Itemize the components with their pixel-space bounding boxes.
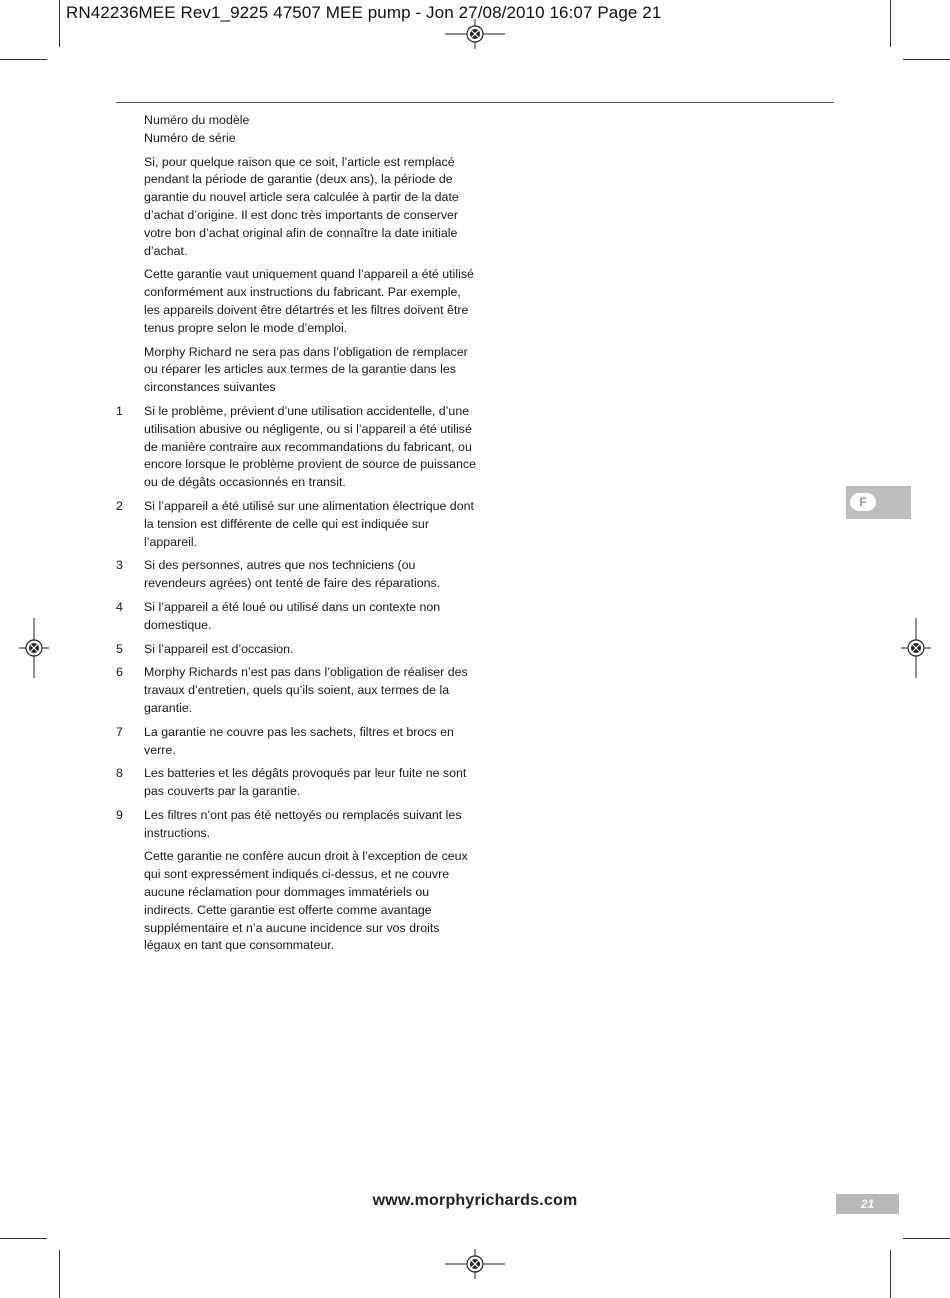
- list-item: [116, 599, 476, 635]
- crop-mark: [0, 59, 47, 60]
- list-item-number: 9: [116, 807, 123, 822]
- crop-mark: [890, 1250, 891, 1298]
- list-item: [116, 641, 476, 659]
- list-item-number: 4: [116, 599, 123, 614]
- list-item-text: Si l’appareil a été loué ou utilisé dans un contexte non domestique.: [144, 599, 441, 632]
- list-item: [116, 403, 476, 492]
- crop-mark: [890, 0, 891, 47]
- list-item: [116, 664, 476, 717]
- list-item-text: Les batteries et les dégâts provoqués par leur fuite ne sont pas couverts par la garantie.: [144, 766, 467, 799]
- language-tab-label: F: [850, 493, 876, 511]
- list-item-number: 6: [116, 665, 123, 680]
- print-slug: RN42236MEE Rev1_9225 47507 MEE pump - Jon 27/08/2010 16:07 Page 21: [66, 3, 662, 22]
- list-item-number: 3: [116, 558, 123, 573]
- crop-mark: [903, 1238, 950, 1239]
- list-item-text: La garantie ne couvre pas les sachets, filtres et brocs en verre.: [144, 724, 454, 757]
- list-item-number: 7: [116, 724, 123, 739]
- page-number: 21: [836, 1194, 899, 1214]
- crop-mark: [59, 0, 60, 47]
- registration-mark-icon: [445, 19, 505, 49]
- registration-mark-icon: [445, 1249, 505, 1279]
- website-url: www.morphyrichards.com: [372, 1192, 578, 1209]
- paragraph: Cette garantie vaut uniquement quand l’appareil a été utilisé conformément aux instructions du fabricant. Par exemple, les appareils doivent être détartrés et les filtres doivent être tenus propre selon le mode d’emploi.: [144, 267, 474, 335]
- closing-paragraph: Cette garantie ne confère aucun droit à l’exception de ceux qui sont expressément indiqués ci-dessus, et ne couvre aucune réclamation pour dommages immatériels ou indirects. Cette garantie est offerte comme avantage supplémentaire et n’a aucune incidence sur vos droits légaux en tant que consommateur.: [144, 849, 468, 953]
- list-item-number: 8: [116, 766, 123, 781]
- list-item-text: Si l’appareil est d’occasion.: [144, 641, 294, 656]
- list-item-text: Morphy Richards n’est pas dans l’obligation de réaliser des travaux d’entretien, quels qu’ils soient, aux termes de la garantie.: [144, 665, 468, 715]
- paragraph: Morphy Richard ne sera pas dans l’obligation de remplacer ou réparer les articles aux termes de la garantie dans les circonstances suivantes: [144, 344, 468, 395]
- language-tab: [846, 486, 911, 519]
- header-rule: [116, 102, 834, 103]
- model-number-label: Numéro du modèle: [144, 113, 250, 127]
- list-item-text: Si l’appareil a été utilisé sur une alimentation électrique dont la tension est différente de celle qui est indiquée sur l’appareil.: [144, 498, 474, 549]
- list-item: [116, 557, 476, 593]
- registration-mark-icon: [901, 618, 931, 678]
- list-item-number: 2: [116, 498, 123, 513]
- crop-mark: [59, 1250, 60, 1298]
- warranty-text: [116, 112, 476, 961]
- list-item: [116, 498, 476, 551]
- list-item-text: Les filtres n’ont pas été nettoyés ou remplacés suivant les instructions.: [144, 807, 462, 840]
- paragraph: Si, pour quelque raison que ce soit, l’article est remplacé pendant la période de garantie (deux ans), la période de garantie du nouvel article sera calculée à partir de la date d’achat d’origine. Il est donc très importants de conserver votre bon d’achat original afin de connaître la date initiale d’achat.: [144, 154, 459, 258]
- serial-number-label: Numéro de série: [144, 130, 236, 145]
- list-item-number: 1: [116, 403, 123, 418]
- list-item: [116, 724, 476, 760]
- list-item: [116, 807, 476, 843]
- list-item-text: Si le problème, prévient d’une utilisation accidentelle, d’une utilisation abusive ou négligente, ou si l’appareil a été utilisé de manière contraire aux recommandations du fabricant, ou encore lorsque le problème provient de source de puissance ou de dégâts occasionnés en transit.: [144, 403, 476, 490]
- crop-mark: [0, 1238, 47, 1239]
- list-item: [116, 765, 476, 801]
- list-item-text: Si des personnes, autres que nos techniciens (ou revendeurs agrées) ont tenté de faire des réparations.: [144, 558, 441, 591]
- registration-mark-icon: [19, 618, 49, 678]
- list-item-number: 5: [116, 641, 123, 656]
- crop-mark: [903, 59, 950, 60]
